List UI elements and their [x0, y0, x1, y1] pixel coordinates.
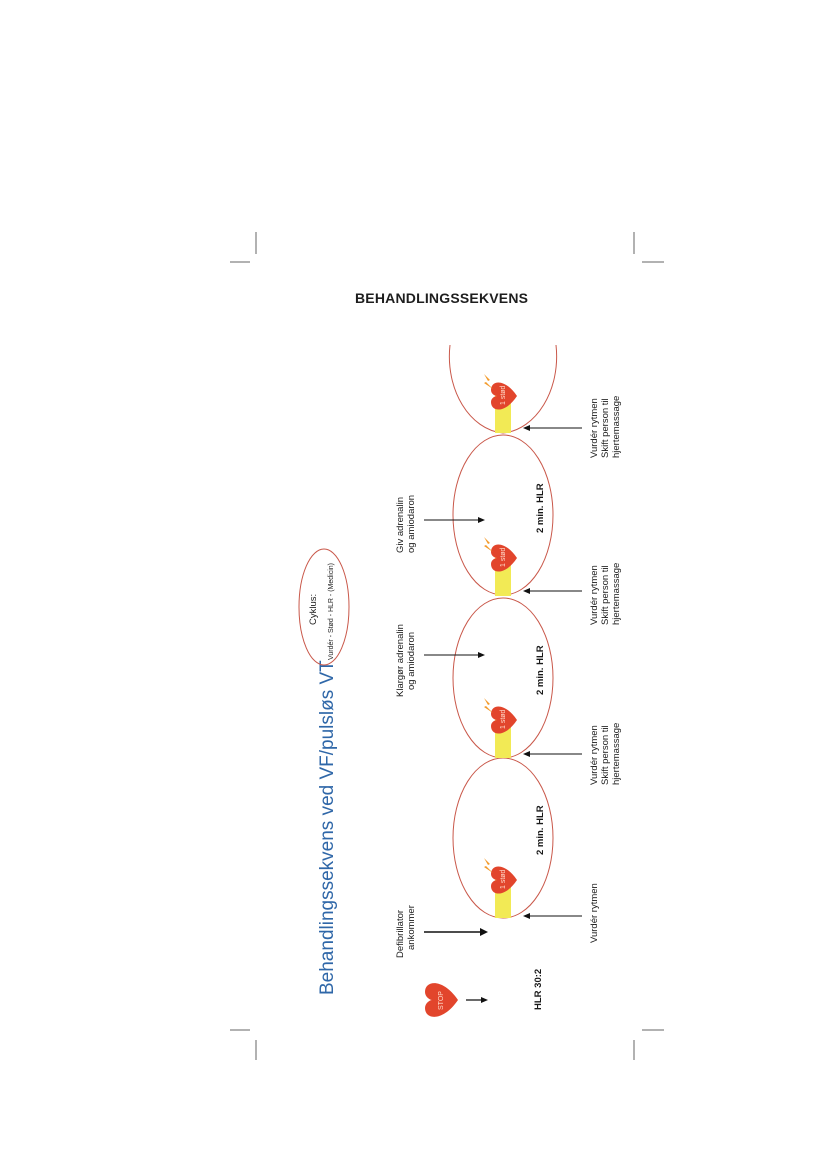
defib-arrow-head	[480, 928, 488, 936]
heart-shock-3	[491, 544, 517, 571]
hlr-label-3: 2 min. HLR	[535, 483, 546, 533]
heart-shock-2	[491, 706, 517, 733]
give-label-line1: Giv adrenalin	[395, 497, 406, 553]
assess-4-line1: Vurdér rytmen	[589, 398, 600, 458]
prepare-label-line2: og amiodaron	[406, 631, 417, 690]
assess-arrow-head-3	[523, 588, 530, 594]
cycle-legend-label: Cyklus:	[308, 593, 319, 625]
cycle-legend-ellipse	[299, 549, 349, 665]
prepare-arrow-head	[478, 652, 485, 658]
assess-arrow-head-2	[523, 751, 530, 757]
assess-arrow-head-1	[523, 913, 530, 919]
assess-2-line2: Skift person til	[600, 725, 611, 785]
stop-heart-label: STOP	[438, 991, 445, 1010]
heart-shock-label-2: 1 stød	[500, 709, 507, 729]
assess-4-line2: Skift person til	[600, 398, 611, 458]
defib-label-line2: ankommer	[406, 905, 417, 950]
heart-shock-label-3: 1 stød	[500, 547, 507, 567]
assess-label-first: Vurdér rytmen	[589, 883, 600, 943]
assess-4-line3: hjertemassage	[611, 395, 622, 458]
prepare-label-line1: Klargør adrenalin	[395, 624, 406, 697]
cycle-legend-sequence: Vurdér - Stød - HLR - (Medicin)	[328, 563, 335, 660]
hlr-start-label: HLR 30:2	[533, 968, 544, 1010]
heart-shock-label-1: 1 stød	[500, 869, 507, 889]
stop-heart	[425, 983, 458, 1017]
page-heading: BEHANDLINGSSEKVENS	[355, 290, 529, 306]
assess-3-line2: Skift person til	[600, 565, 611, 625]
hlr-label-2: 2 min. HLR	[535, 645, 546, 695]
assess-2-line3: hjertemassage	[611, 722, 622, 785]
assess-3-line3: hjertemassage	[611, 562, 622, 625]
heart-shock-label-4: 1 stød	[500, 385, 507, 405]
diagram-title: Behandlingssekvens ved VF/pulsløs VT	[317, 660, 338, 995]
give-arrow-head	[478, 517, 485, 523]
assess-3-line1: Vurdér rytmen	[589, 565, 600, 625]
heart-shock-1	[491, 866, 517, 893]
heart-shock-4	[491, 382, 517, 409]
defib-label-line1: Defibrillator	[395, 909, 406, 958]
hlr-label-1: 2 min. HLR	[535, 805, 546, 855]
stop-arrow-head	[481, 997, 488, 1003]
assess-2-line1: Vurdér rytmen	[589, 725, 600, 785]
give-label-line2: og amiodaron	[406, 494, 417, 553]
